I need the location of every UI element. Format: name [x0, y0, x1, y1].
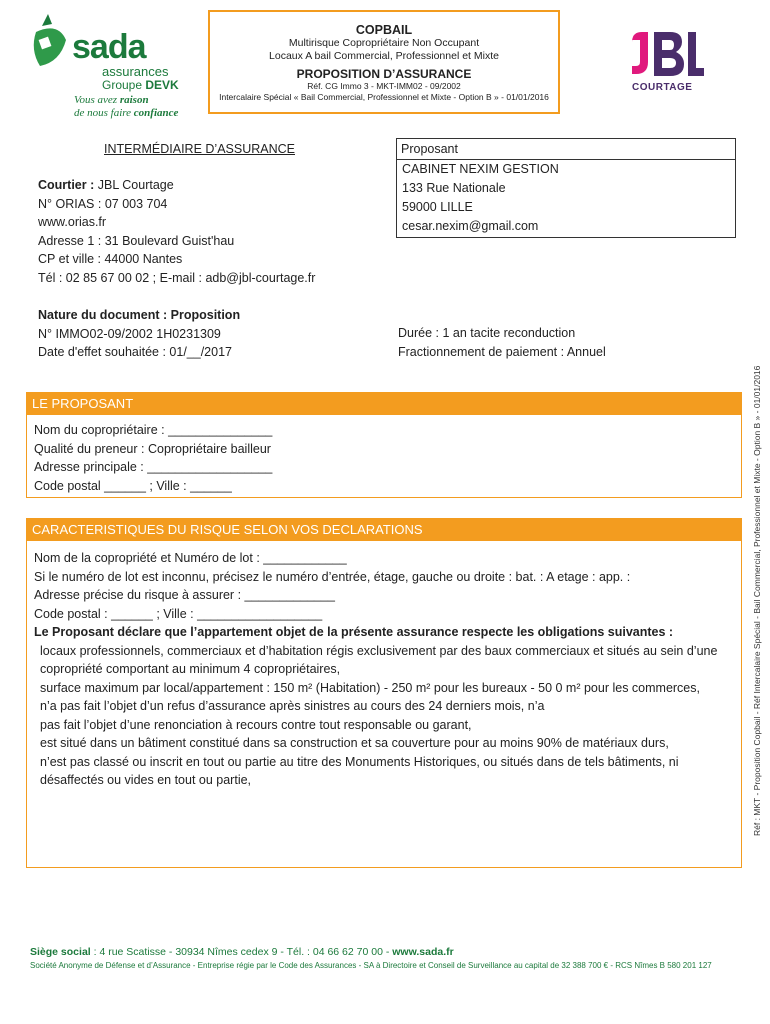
section-proposant-title: LE PROPOSANT [27, 393, 741, 415]
date-effet: Date d'effet souhaitée : 01/__/2017 [38, 345, 232, 359]
jbl-mark-icon [628, 28, 706, 80]
proposant-street: 133 Rue Nationale [402, 181, 506, 195]
obligation-item: est situé dans un bâtiment constitué dans sa construction et sa couverture pour au moins 90% de matériaux durs, [40, 736, 669, 750]
nom-copropriete: Nom de la copropriété et Numéro de lot : ____________ [34, 551, 347, 565]
sada-groupe: Groupe DEVK [102, 78, 179, 92]
proposant-email: cesar.nexim@gmail.com [402, 219, 539, 233]
nature-label: Nature du document : Proposition [38, 308, 241, 322]
courtier-line: Courtier : JBL Courtage [38, 178, 174, 192]
nature-document [38, 306, 240, 362]
side-reference: Réf : MKT - Proposition Copbail - Réf Intercalaire Spécial - Bail Commercial, Professionnel et Mixte - Option B » - 01/01/2016 [752, 365, 762, 836]
duree: Durée : 1 an tacite reconduction [398, 326, 576, 340]
obligation-item: pas fait l’objet d’une renonciation à recours contre tout responsable ou garant, [40, 717, 472, 732]
footer-website: www.sada.fr [392, 946, 454, 958]
nom-coproprietaire: Nom du copropriétaire : _______________ [34, 423, 273, 437]
fractionnement: Fractionnement de paiement : Annuel [398, 344, 606, 359]
document-number: N° IMMO02-09/2002 1H0231309 [38, 326, 221, 341]
jbl-logo [624, 28, 708, 98]
proposant-name: CABINET NEXIM GESTION [402, 162, 559, 176]
obligation-item: n’a pas fait l’objet d’un refus d’assurance après sinistres au cours des 24 derniers mois, n’a [40, 699, 545, 713]
code-postal-ville: Code postal ______ ; Ville : ______ [34, 478, 232, 493]
orias-website: www.orias.fr [38, 215, 107, 229]
obligation-item: surface maximum par local/appartement : 150 m² (Habitation) - 250 m² pour les bureaux - 50 0 m² pour les commerces, [40, 680, 700, 695]
footer [30, 946, 750, 970]
section-risque [26, 518, 742, 868]
duree-block [398, 324, 606, 361]
section-risque-body [27, 541, 741, 790]
sada-logo [26, 8, 196, 126]
intercalaire: Intercalaire Spécial « Bail Commercial, Professionnel et Mixte - Option B » - 01/01/2016 [219, 92, 549, 102]
sada-tagline: Vous avez raison de nous faire confiance [74, 94, 179, 119]
product-title: COPBAIL [355, 23, 413, 37]
document-header [208, 10, 560, 114]
courtier-contact: Tél : 02 85 67 00 02 ; E-mail : adb@jbl-courtage.fr [38, 270, 316, 285]
courtier-address: Adresse 1 : 31 Boulevard Guist'hau [38, 233, 235, 248]
footer-siege: Siège social : 4 rue Scatisse - 30934 Nîmes cedex 9 - Tél. : 04 66 62 70 00 - www.sada.fr [30, 946, 454, 958]
sada-leaf-icon [26, 10, 74, 72]
proposant-box-header: Proposant [397, 139, 735, 160]
proposant-box [396, 138, 736, 238]
intermediaire-details [38, 176, 315, 287]
risque-code-postal-ville: Code postal : ______ ; Ville : __________________ [34, 606, 323, 621]
courtier-cp-ville: CP et ville : 44000 Nantes [38, 252, 183, 266]
footer-legal: Société Anonyme de Défense et d’Assurance - Entreprise régie par le Code des Assurances - SA à Directoire et Conseil de Surveillance au capital de 32 388 700 € - RCS Nîmes B 580 201 127 [30, 961, 712, 970]
sada-wordmark: sada [72, 28, 146, 66]
proposant-city: 59000 LILLE [402, 200, 473, 214]
numero-lot-info: Si le numéro de lot est inconnu, précisez le numéro d’entrée, étage, gauche ou droite : bat. : A etage : app. : [34, 569, 631, 584]
obligation-item: locaux professionnels, commerciaux et d’habitation régis exclusivement par des baux commerciaux et situés au sein d’une copropriété comportant au minimum 4 copropriétaires, [40, 643, 718, 676]
orias-number: N° ORIAS : 07 003 704 [38, 196, 168, 211]
declaration-title: Le Proposant déclare que l’appartement objet de la présente assurance respecte les obligations suivantes : [34, 625, 674, 639]
proposant-box-body [397, 160, 735, 236]
product-line-2: Locaux A bail Commercial, Professionnel et Mixte [269, 50, 499, 62]
sada-assurances: assurances [102, 64, 169, 79]
adresse-principale: Adresse principale : __________________ [34, 460, 273, 474]
section-proposant [26, 392, 742, 498]
obligation-item: n’est pas classé ou inscrit en tout ou partie au titre des Monuments Historiques, ou situés dans de tels bâtiments, ni désaffectés ou vides en tout ou partie, [40, 754, 679, 787]
intermediaire-title: INTERMÉDIAIRE D’ASSURANCE [104, 142, 295, 156]
qualite-preneur: Qualité du preneur : Copropriétaire bailleur [34, 441, 271, 456]
product-line-1: Multirisque Copropriétaire Non Occupant [288, 37, 480, 49]
jbl-courtage-label: COURTAGE [632, 82, 693, 93]
document-type-title: PROPOSITION D’ASSURANCE [296, 67, 472, 81]
adresse-risque: Adresse précise du risque à assurer : _____________ [34, 588, 335, 602]
section-proposant-body [27, 415, 741, 495]
reference: Réf. CG Immo 3 - MKT-IMM02 - 09/2002 [307, 81, 461, 91]
section-risque-title: CARACTERISTIQUES DU RISQUE SELON VOS DECLARATIONS [27, 519, 741, 541]
